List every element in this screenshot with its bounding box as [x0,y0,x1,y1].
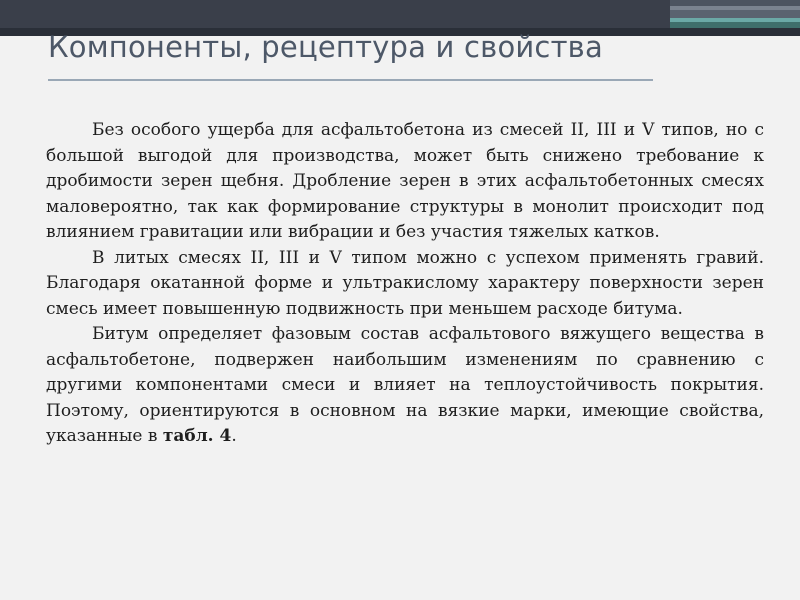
table-reference: табл. 4 [162,426,232,446]
header-accent-stripes [670,0,800,36]
paragraph-3-text: Битум определяет фазовым состав асфальтового вяжущего вещества в асфальтобетоне, подвержен наибольшим изменениям по сравнению с другими компонентами смеси и влияет на теплоустойчивость покрытия. Поэтому, ориентируются в основном на вязкие марки, имеющие свойства, указанные в [46,324,764,446]
accent-stripe [670,10,800,18]
paragraph-1: Без особого ущерба для асфальтобетона из смесей II, III и V типов, но с большой выгодой для производства, может быть снижено требование к дробимости зерен щебня. Дробление зерен в этих асфальтобетонных смесях маловероятно, так как формирование структуры в монолит происходит под влиянием гравитации или вибрации и без участия тяжелых катков. [46,120,765,242]
paragraph-3 [46,322,764,450]
slide-title: Компоненты, рецептура и свойства [48,30,603,64]
paragraph-2: В литых смесях II, III и V типом можно с успехом применять гравий. Благодаря окатанной форме и ультракислому характеру поверхности зерен смесь имеет повышенную подвижность при меньшем расходе битума. [46,247,764,319]
paragraph-3-end: . [231,426,237,446]
accent-stripe [670,28,800,36]
title-underline [48,79,653,81]
slide-body [46,118,764,450]
